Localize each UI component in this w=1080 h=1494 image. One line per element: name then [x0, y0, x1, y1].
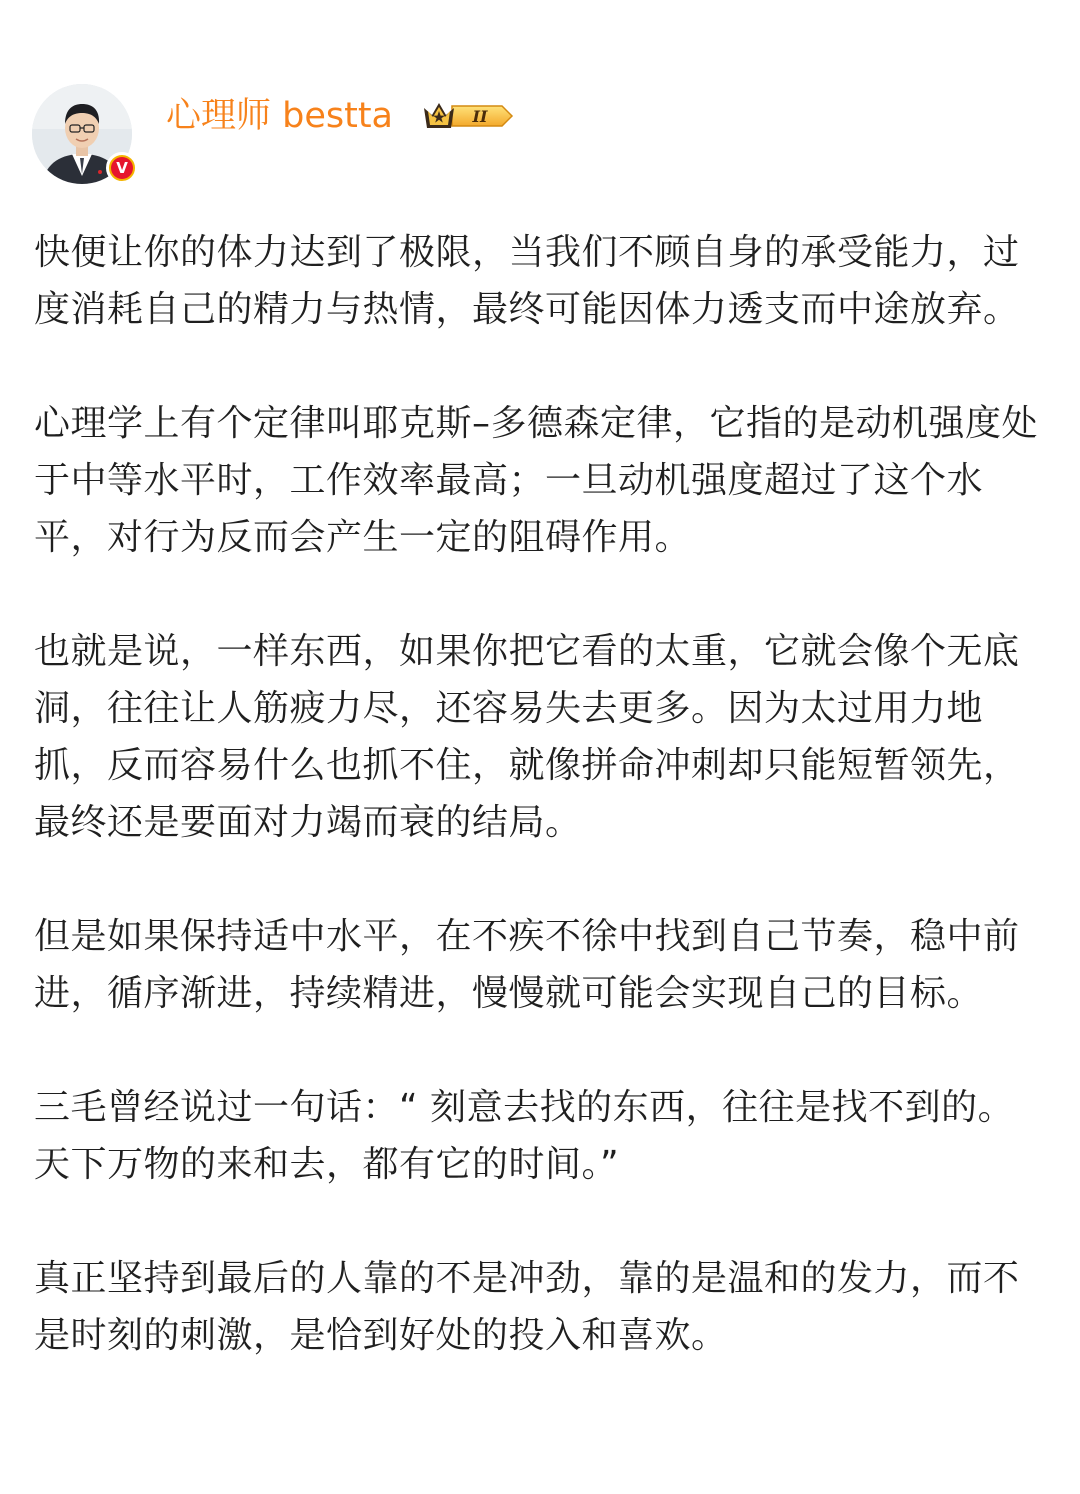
crown-member-badge-icon[interactable]: [422, 98, 516, 134]
author-name[interactable]: 心理师 bestta: [166, 96, 394, 136]
member-level-label: II: [472, 107, 488, 126]
post-body: [34, 224, 1046, 1421]
post-paragraph: 快便让你的体力达到了极限，当我们不顾自身的承受能力，过度消耗自己的精力与热情，最终可能因体力透支而中途放弃。: [34, 232, 1020, 330]
verified-v-icon: [106, 152, 138, 184]
avatar[interactable]: [32, 84, 132, 184]
post-paragraph: 三毛曾经说过一句话：“ 刻意去找的东西，往往是找不到的。天下万物的来和去，都有它的时间。”: [34, 1087, 1015, 1185]
post-paragraph: 心理学上有个定律叫耶克斯–多德森定律，它指的是动机强度处于中等水平时，工作效率最高；一旦动机强度超过了这个水平，对行为反而会产生一定的阻碍作用。: [34, 403, 1039, 558]
post-paragraph: 真正坚持到最后的人靠的不是冲劲，靠的是温和的发力，而不是时刻的刺激，是恰到好处的投入和喜欢。: [34, 1258, 1020, 1356]
verified-letter: V: [111, 157, 133, 179]
post-header: [32, 84, 1048, 188]
post-paragraph: 但是如果保持适中水平，在不疾不徐中找到自己节奏，稳中前进，循序渐进，持续精进，慢慢就可能会实现自己的目标。: [34, 916, 1020, 1014]
post-paragraph: 也就是说，一样东西，如果你把它看的太重，它就会像个无底洞，往往让人筋疲力尽，还容易失去更多。因为太过用力地抓，反而容易什么也抓不住，就像拼命冲刺却只能短暂领先，最终还是要面对力竭而衰的结局。: [34, 631, 1020, 843]
